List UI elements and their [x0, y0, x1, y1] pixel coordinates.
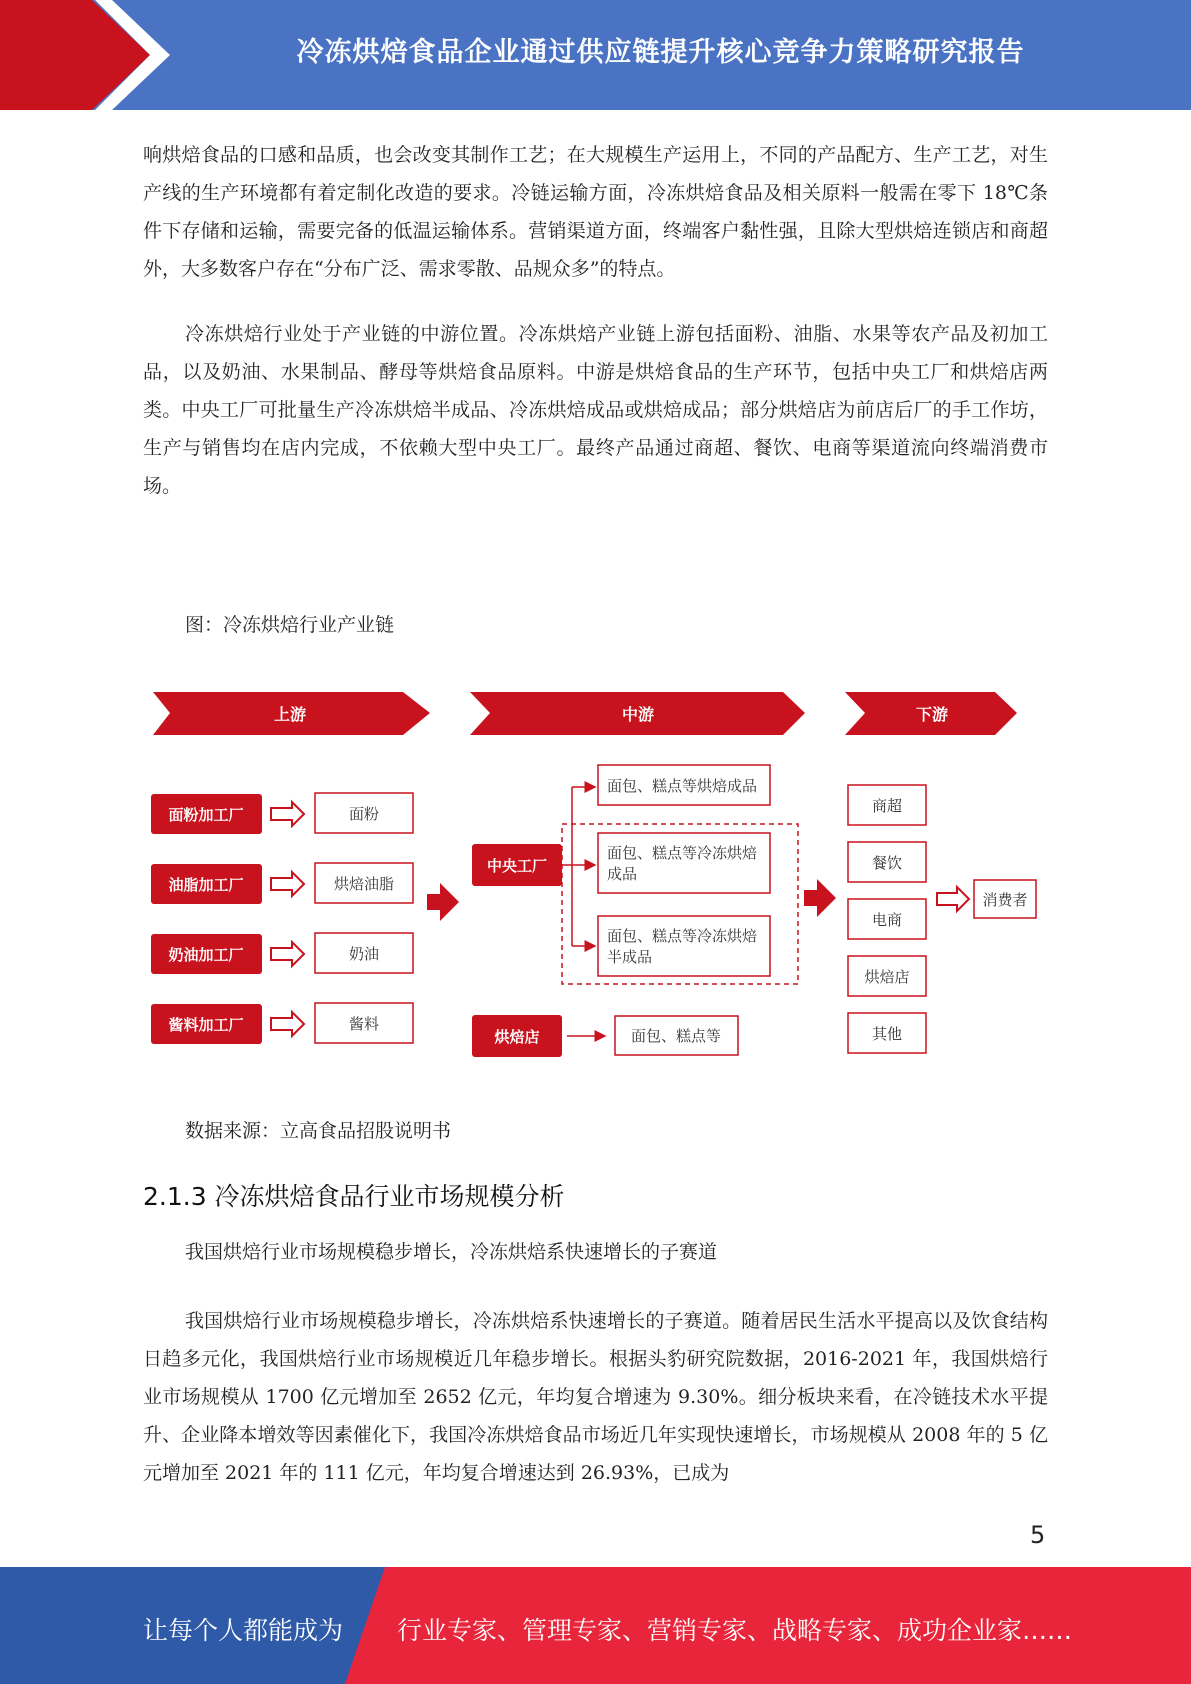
solid-arrow-icon [427, 883, 459, 921]
upstream-row-3 [151, 933, 413, 974]
hollow-arrow-icon [271, 1012, 304, 1036]
upstream-row-4 [151, 1003, 413, 1044]
stage-label-downstream: 下游 [915, 705, 949, 724]
stage-banner-midstream [470, 692, 805, 735]
channel-label: 烘焙店 [864, 968, 910, 986]
product-label: 酱料 [348, 1015, 380, 1033]
page-footer [0, 1567, 1191, 1684]
factory-label: 酱料加工厂 [168, 1016, 244, 1034]
product-label: 奶油 [348, 945, 380, 963]
figure-caption: 图：冷冻烘焙行业产业链 [185, 614, 395, 636]
channel-label: 餐饮 [871, 854, 903, 872]
product-label: 烘焙油脂 [333, 875, 395, 893]
solid-arrow-icon [804, 879, 836, 917]
channel-label: 电商 [871, 911, 903, 929]
stage-banner-downstream [845, 692, 1017, 735]
page-header [0, 0, 1191, 110]
central-factory-connectors [562, 787, 595, 946]
section-subtitle: 我国烘焙行业市场规模稳步增长，冷冻烘焙系快速增长的子赛道 [185, 1241, 718, 1263]
central-output-label: 面包、糕点等冷冻烘焙成品 [607, 844, 758, 883]
channel-item [848, 899, 926, 939]
paragraph-2: 冷冻烘焙行业处于产业链的中游位置。冷冻烘焙产业链上游包括面粉、油脂、水果等农产品及初加工品，以及奶油、水果制品、酵母等烘焙食品原料。中游是烘焙食品的生产环节，包括中央工厂和烘焙店两类。中央工厂可批量生产冷冻烘焙半成品、冷冻烘焙成品或烘焙成品；部分烘焙店为前店后厂的手工作坊，生产与销售均在店内完成，不依赖大型中央工厂。最终产品通过商超、餐饮、电商等渠道流向终端消费市场。 [143, 323, 1048, 497]
product-label: 面粉 [348, 805, 380, 823]
factory-label: 奶油加工厂 [168, 946, 244, 964]
factory-label: 油脂加工厂 [168, 876, 244, 894]
hollow-arrow-icon [937, 887, 969, 911]
channel-item [848, 1013, 926, 1053]
footer-slogan-left: 让每个人都能成为 [143, 1616, 344, 1645]
stage-label-midstream: 中游 [621, 705, 655, 724]
hollow-arrow-icon [271, 872, 304, 896]
upstream-row-1 [151, 793, 413, 834]
figure-source: 数据来源：立高食品招股说明书 [185, 1120, 452, 1142]
stage-banner-upstream [153, 692, 430, 735]
central-factory-label: 中央工厂 [486, 857, 548, 875]
central-output-label: 面包、糕点等烘焙成品 [607, 777, 758, 795]
paragraph-1: 响烘焙食品的口感和品质，也会改变其制作工艺；在大规模生产运用上，不同的产品配方、生产工艺，对生产线的生产环境都有着定制化改造的要求。冷链运输方面，冷冻烘焙食品及相关原料一般需在零下 18℃条件下存储和运输，需要完备的低温运输体系。营销渠道方面，终端客户黏性强，且除大型烘焙连锁店和商超外，大多数客户存在“分布广泛、需求零散、品规众多”的特点。 [143, 144, 1048, 280]
upstream-row-2 [151, 863, 413, 904]
factory-label: 面粉加工厂 [168, 806, 244, 824]
industry-chain-diagram [140, 680, 1060, 1070]
consumer-label: 消费者 [982, 891, 1028, 909]
channel-label: 其他 [871, 1025, 903, 1043]
section-title: 2.1.3 冷冻烘焙食品行业市场规模分析 [143, 1182, 565, 1211]
stage-label-upstream: 上游 [273, 705, 307, 724]
channel-item [848, 785, 926, 825]
hollow-arrow-icon [271, 942, 304, 966]
page-number: 5 [1030, 1521, 1046, 1549]
channel-item [848, 842, 926, 882]
hollow-arrow-icon [271, 802, 304, 826]
report-title: 冷冻烘焙食品企业通过供应链提升核心竞争力策略研究报告 [296, 37, 1025, 68]
footer-slogan-right: 行业专家、管理专家、营销专家、战略专家、成功企业家…… [397, 1616, 1073, 1645]
central-output-label: 面包、糕点等冷冻烘焙半成品 [607, 927, 758, 966]
central-output-box [598, 833, 770, 893]
channel-item [848, 956, 926, 996]
central-output-box [598, 916, 770, 976]
bakery-output-label: 面包、糕点等 [630, 1027, 722, 1045]
bakery-label: 烘焙店 [494, 1028, 540, 1046]
channel-label: 商超 [871, 797, 903, 815]
paragraph-3: 我国烘焙行业市场规模稳步增长，冷冻烘焙系快速增长的子赛道。随着居民生活水平提高以及饮食结构日趋多元化，我国烘焙行业市场规模近几年稳步增长。根据头豹研究院数据，2016-2021 年，我国烘焙行业市场规模从 1700 亿元增加至 2652 亿元，年均复合增速为 9.30%。细分板块来看，在冷链技术水平提升、企业降本增效等因素催化下，我国冷冻烘焙食品市场近几年实现快速增长，市场规模从 2008 年的 5 亿元增加至 2021 年的 111 亿元，年均复合增速达到 26.93%，已成为 [143, 1310, 1048, 1484]
